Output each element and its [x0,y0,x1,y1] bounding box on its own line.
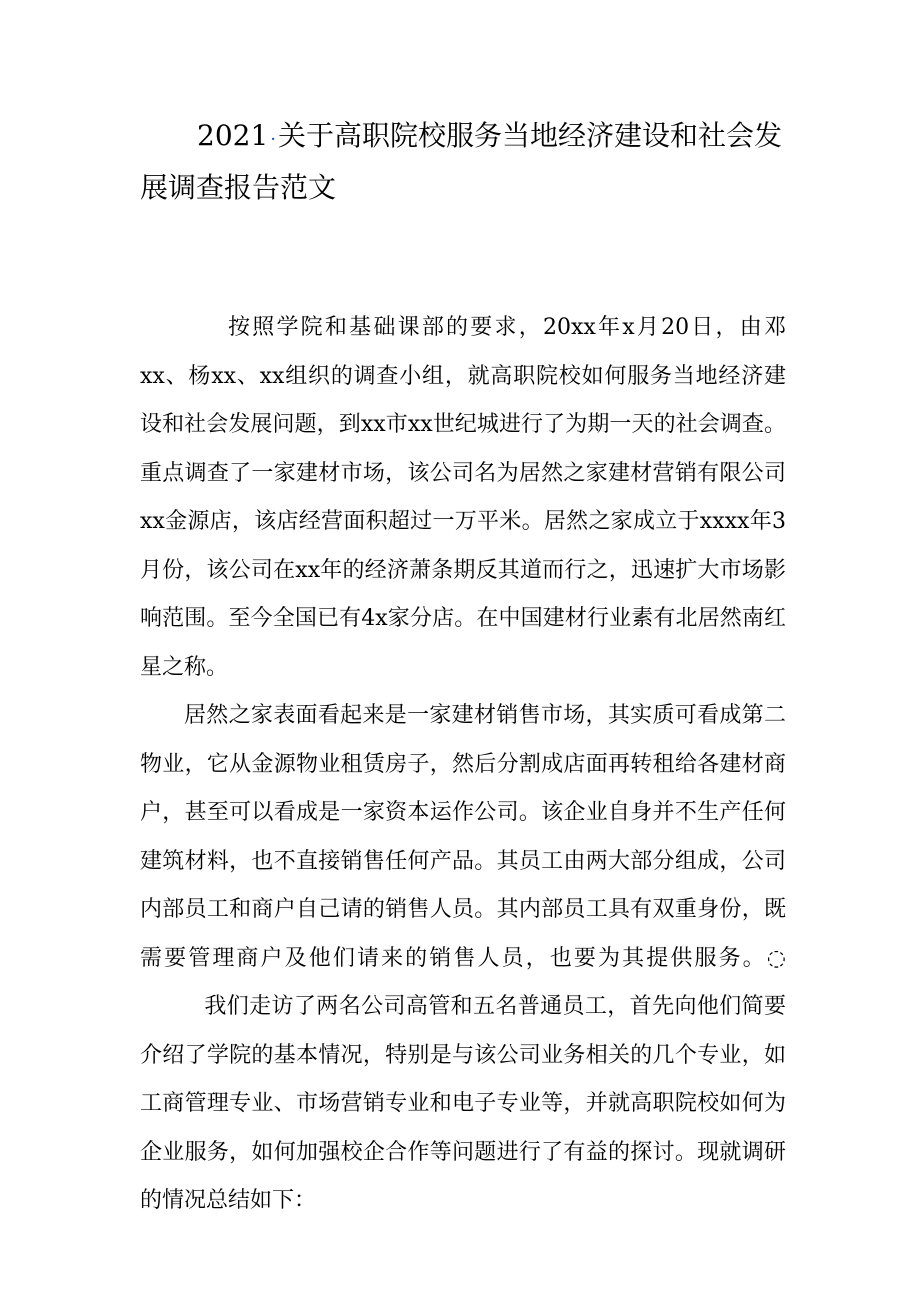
document-title [140,112,800,212]
title-text: 关于高职院校服务当地经济建设和社会发展调查报告范文 [140,119,783,204]
title-mark: · [270,129,276,150]
paragraph-2-text-b: 我们走访了两名公司高管和五名普通员工，首先向他们简要介绍了学院的基本情况，特别是与该公司业务相关的几个专业，如工商管理专业、市场营销专业和电子专业等，并就高职院校如何为企业服务，如何加强校企合作等问题进行了有益的探讨。现就调研的情况总结如下： [140,994,786,1213]
paragraph-2-mark: ◌ [766,945,786,971]
title-year: 2021 [197,119,269,152]
paragraph-1: 按照学院和基础课部的要求，20xx年x月20日，由邓xx、杨xx、xx组织的调查小组，就高职院校如何服务当地经济建设和社会发展问题，到xx市xx世纪城进行了为期一天的社会调查。重点调查了一家建材市场，该公司名为居然之家建材营销有限公司xx金源店，该店经营面积超过一万平米。居然之家成立于xxxx年3月份，该公司在xx年的经济萧条期反其道而行之，迅速扩大市场影响范围。至今全国已有4x家分店。在中国建材行业素有北居然南红星之称。 [140,315,786,680]
paragraph-2-text-a: 居然之家表面看起来是一家建材销售市场，其实质可看成第二物业，它从金源物业租赁房子，然后分割成店面再转租给各建材商户，甚至可以看成是一家资本运作公司。该企业自身并不生产任何建筑材料，也不直接销售任何产品。其员工由两大部分组成，公司内部员工和商户自己请的销售人员。其内部员工具有双重身份，既需要管理商户及他们请来的销售人员，也要为其提供服务。 [140,703,786,971]
paragraph-2 [140,692,786,1226]
